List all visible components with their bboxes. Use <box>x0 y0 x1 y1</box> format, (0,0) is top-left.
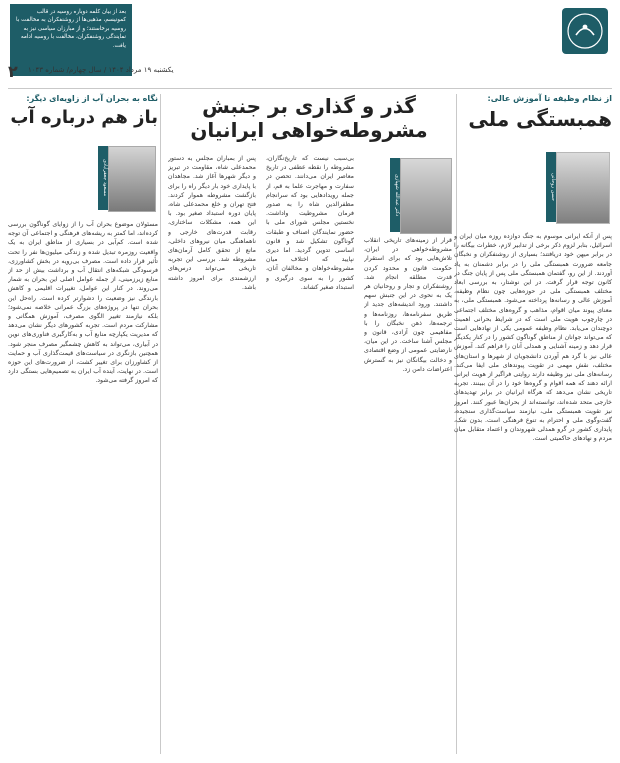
quote-box: بعد از بیان کلمه دوباره روسیه در قالب کمونیسم، مذهبی‌ها از روشنفکران به مخالفت با روسیه برخاستند؛ و از مبارزان سیاسی نیز به نمایندگی روشنفکران، مخالفت با روسیه ادامه یافت. <box>10 4 132 76</box>
center-article-column-1: قرار از زمینه‌های تاریخی انقلاب مشروطه‌خواهی در ایران، تلاش‌هایی بود که برای استقرار حکومت قانون و محدود کردن قدرت مطلقه انجام شد. روشنفکران و تجار و روحانیان هر یک به نحوی در این جنبش سهم داشتند. ورود اندیشه‌های جدید از طریق سفرنامه‌ها، روزنامه‌ها و ترجمه‌ها، ذهن نخبگان را با مفاهیمی چون آزادی، قانون و مجلس آشنا ساخت. در این میان، نارضایتی عمومی از وضع اقتصادی و دخالت بیگانگان نیز به گسترش اعتراضات دامن زد. <box>364 237 452 373</box>
right-article-photo <box>556 152 610 224</box>
left-article-photo-caption: مسعود جعفرآبادی <box>98 146 108 210</box>
left-article-photo <box>108 146 156 212</box>
masthead-logo-icon <box>562 8 608 54</box>
left-article-body: مسئولان موضوع بحران آب را از زوایای گوناگون بررسی کرده‌اند، اما کمتر به ریشه‌های فرهنگی و اجتماعی آن توجه شده است. کم‌آبی در بسیاری از مناطق ایران به یک واقعیت روزمره تبدیل شده و زندگی میلیون‌ها نفر را تحت تأثیر قرار داده است. مصرف بی‌رویه در بخش کشاورزی، فرسودگی شبکه‌های انتقال آب و برداشت بیش از حد از منابع زیرزمینی، از جمله عوامل اصلی این بحران به شمار می‌روند. در کنار این عوامل، تغییرات اقلیمی و کاهش بارندگی نیز وضعیت را دشوارتر کرده است. راه‌حل این بحران تنها در پروژه‌های بزرگ عمرانی خلاصه نمی‌شود؛ بلکه نیازمند تغییر الگوی مصرف، آموزش همگانی و مشارکت مردم است. تجربه کشورهای دیگر نشان می‌دهد که مدیریت یکپارچه منابع آب و به‌کارگیری فناوری‌های نوین در آبیاری، می‌تواند به کاهش چشمگیر مصرف منجر شود. همچنین بازنگری در سیاست‌های قیمت‌گذاری آب و حمایت از کشاورزان برای تغییر کشت، از ضرورت‌های این حوزه است. در نهایت، آینده آب ایران به تصمیم‌هایی بستگی دارد که امروز گرفته می‌شود. <box>8 221 158 385</box>
right-article-body: پس از آنکه ایرانی موسوم به جنگ دوازده روزه میان ایران و اسرائیل، بنابر لزوم ذکر برخی از تدابیر لازم، خطرات بیگانه را در برابر میهن خود دریافتند؛ بسیاری از روشنفکران و نخبگان جامعه ضرورت همبستگی ملی را در برابر دشمنان به یاد آوردند. از این رو، گفتمان همبستگی ملی پس از پایان جنگ در کانون توجه قرار گرفت. در این نوشتار، به بررسی ابعاد مختلف همبستگی ملی در حوزه‌هایی چون نظام وظیفه، آموزش عالی و رسانه‌ها پرداخته می‌شود. همبستگی ملی، به معنای پیوند میان اقوام، مذاهب و گروه‌های مختلف اجتماعی در چارچوب هویت ملی است که در شرایط بحرانی اهمیت دوچندان می‌یابد. نظام وظیفه عمومی یکی از نهادهایی است که می‌تواند جوانان از مناطق گوناگون کشور را در کنار یکدیگر قرار دهد و زمینه آشنایی و همدلی آنان را فراهم کند. آموزش عالی نیز با گرد هم آوردن دانشجویان از شهرها و استان‌های مختلف، نقش مهمی در تقویت پیوندهای ملی ایفا می‌کند. رسانه‌های ملی نیز وظیفه دارند روایتی فراگیر از هویت ایرانی ارائه دهند که همه اقوام و گروه‌ها خود را در آن ببینند. تجربه تاریخی نشان می‌دهد که هرگاه ایرانیان در برابر تهدیدهای خارجی متحد شده‌اند، توانسته‌اند از بحران‌ها عبور کنند. امروز نیز تقویت همبستگی ملی، نیازمند سیاست‌گذاری سنجیده، گفت‌وگوی ملی و احترام به تنوع فرهنگی است. بدون شک، پایداری کشور در گرو همدلی شهروندان و اعتماد متقابل میان مردم و نهادهای حاکمیتی است. <box>454 233 612 443</box>
left-article-kicker: نگاه به بحران آب از زاویه‌ای دیگر: <box>26 94 158 103</box>
center-article-columns <box>166 154 452 754</box>
divider <box>8 88 612 89</box>
right-article-kicker: از نظام وظیفه تا آموزش عالی: <box>487 94 612 103</box>
left-article <box>8 94 158 754</box>
column-divider <box>160 94 161 754</box>
issue-line: یکشنبه ۱۹ مرداد ۱۴۰۴ / سال چهارم/ شماره ۱۰۴۳ <box>28 66 174 74</box>
left-article-title: باز هم درباره آب <box>10 107 158 128</box>
right-article <box>454 94 612 754</box>
center-article <box>166 94 452 754</box>
right-article-photo-caption: حسن روحانی <box>546 152 556 222</box>
page-number: ۲ <box>8 62 18 81</box>
center-article-title: گذر و گذاری بر جنبش <box>202 94 416 118</box>
center-article-column-2: بی‌سبب نیست که تاریخ‌نگاران، مشروطه را نقطه عطفی در تاریخ معاصر ایران می‌دانند. تحصن در سفارت و مهاجرت علما به قم، از جمله رویدادهایی بود که سرانجام مظفرالدین شاه را به صدور فرمان مشروطیت واداشت. نخستین مجلس شورای ملی با حضور نمایندگان اصناف و طبقات گوناگون تشکیل شد و قانون اساسی تدوین گردید. اما دیری نپایید که اختلاف میان مشروطه‌خواهان و مخالفان آنان، کشور را به سوی درگیری و استبداد صغیر کشاند. <box>266 155 354 291</box>
page-header <box>0 0 620 90</box>
right-article-title: همبستگی ملی <box>468 107 612 131</box>
center-article-subtitle: مشروطه‌خواهی ایرانیان <box>190 118 428 142</box>
center-article-column-3: پس از بمباران مجلس به دستور محمدعلی شاه، مقاومت در تبریز و دیگر شهرها آغاز شد. مجاهدان با پایداری خود بار دیگر راه را برای بازگشت مشروطه هموار کردند. فتح تهران و خلع محمدعلی شاه، پایان دوره استبداد صغیر بود. با این همه، مشکلات ساختاری، رقابت قدرت‌های خارجی و ناهماهنگی میان نیروهای داخلی، مانع از تحقق کامل آرمان‌های مشروطه شد. بررسی این تجربه تاریخی می‌تواند درس‌های ارزشمندی برای امروز داشته باشد. <box>168 155 256 291</box>
center-article-author-caption: دکتر عبدالله شهبازی <box>390 158 400 232</box>
